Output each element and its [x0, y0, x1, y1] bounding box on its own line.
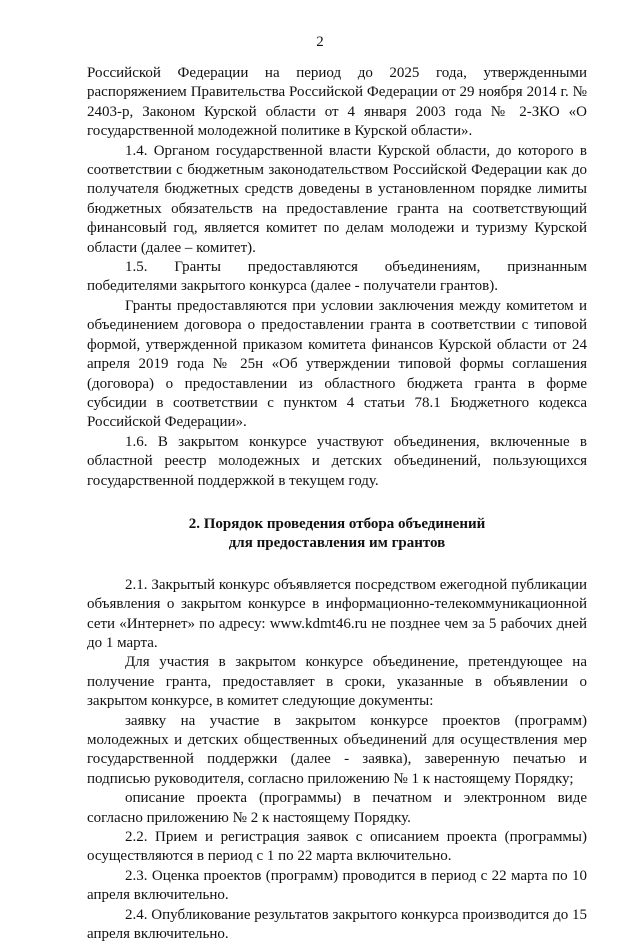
paragraphs-before-heading — [87, 64, 587, 491]
paragraph: 1.6. В закрытом конкурсе участвуют объединения, включенные в областной реестр молодежных и детских объединений, пользующихся государственной поддержкой в текущем году. — [87, 433, 587, 489]
paragraphs-after-heading — [87, 576, 587, 944]
paragraph: заявку на участие в закрытом конкурсе проектов (программ) молодежных и детских общественных объединений для осуществления мер государственной поддержки (далее - заявка), заверенную печатью и подписью руководителя, согласно приложению № 1 к настоящему Порядку; — [87, 712, 587, 787]
paragraph: Российской Федерации на период до 2025 года, утвержденными распоряжением Правительства Российской Федерации от 29 ноября 2014 г. № 2403-р, Законом Курской области от 4 января 2003 года № 2-ЗКО «О государственной молодежной политике в Курской области». — [87, 65, 587, 140]
paragraph: 2.4. Опубликование результатов закрытого конкурса производится до 15 апреля включительно. — [87, 906, 587, 943]
section-heading — [87, 515, 587, 554]
section-heading-line: 2. Порядок проведения отбора объединений — [188, 515, 486, 532]
paragraph: Для участия в закрытом конкурсе объединение, претендующее на получение гранта, предоставляет в сроки, указанные в объявлении о закрытом конкурсе, в комитет следующие документы: — [87, 654, 587, 710]
paragraph: 1.4. Органом государственной власти Курской области, до которого в соответствии с бюджетным законодательством Российской Федерации как до получателя бюджетных средств доведены в установленном порядке лимиты бюджетных обязательств на предоставление гранта на соответствующий финансовый год, является комитет по делам молодежи и туризму Курской области (далее – комитет). — [87, 142, 587, 256]
paragraph: 2.1. Закрытый конкурс объявляется посредством ежегодной публикации объявления о закрытом конкурсе в информационно-телекоммуникационной сети «Интернет» по адресу: www.kdmt46.ru не позднее чем за 5 рабочих дней до 1 марта. — [87, 576, 587, 651]
section-heading-line: для предоставления им грантов — [228, 535, 446, 552]
paragraph: Гранты предоставляются при условии заключения между комитетом и объединением договора о предоставлении гранта в соответствии с типовой формой, утвержденной приказом комитета финансов Курской области от 24 апреля 2019 года № 25н «Об утверждении типовой формы соглашения (договора) о предоставлении из областного бюджета гранта в форме субсидии в соответствии с пунктом 4 статьи 78.1 Бюджетного кодекса Российской Федерации». — [87, 297, 587, 431]
paragraph: описание проекта (программы) в печатном и электронном виде согласно приложению № 2 к настоящему Порядку. — [87, 790, 587, 826]
document-body — [87, 64, 587, 944]
paragraph: 1.5. Гранты предоставляются объединениям, признанным победителями закрытого конкурса (далее - получатели грантов). — [87, 259, 587, 295]
paragraph: 2.3. Оценка проектов (программ) проводится в период с 22 марта по 10 апреля включительно. — [87, 867, 587, 904]
paragraph: 2.2. Прием и регистрация заявок с описанием проекта (программы) осуществляются в период с 1 по 22 марта включительно. — [87, 829, 587, 865]
page-number: 2 — [316, 34, 324, 50]
